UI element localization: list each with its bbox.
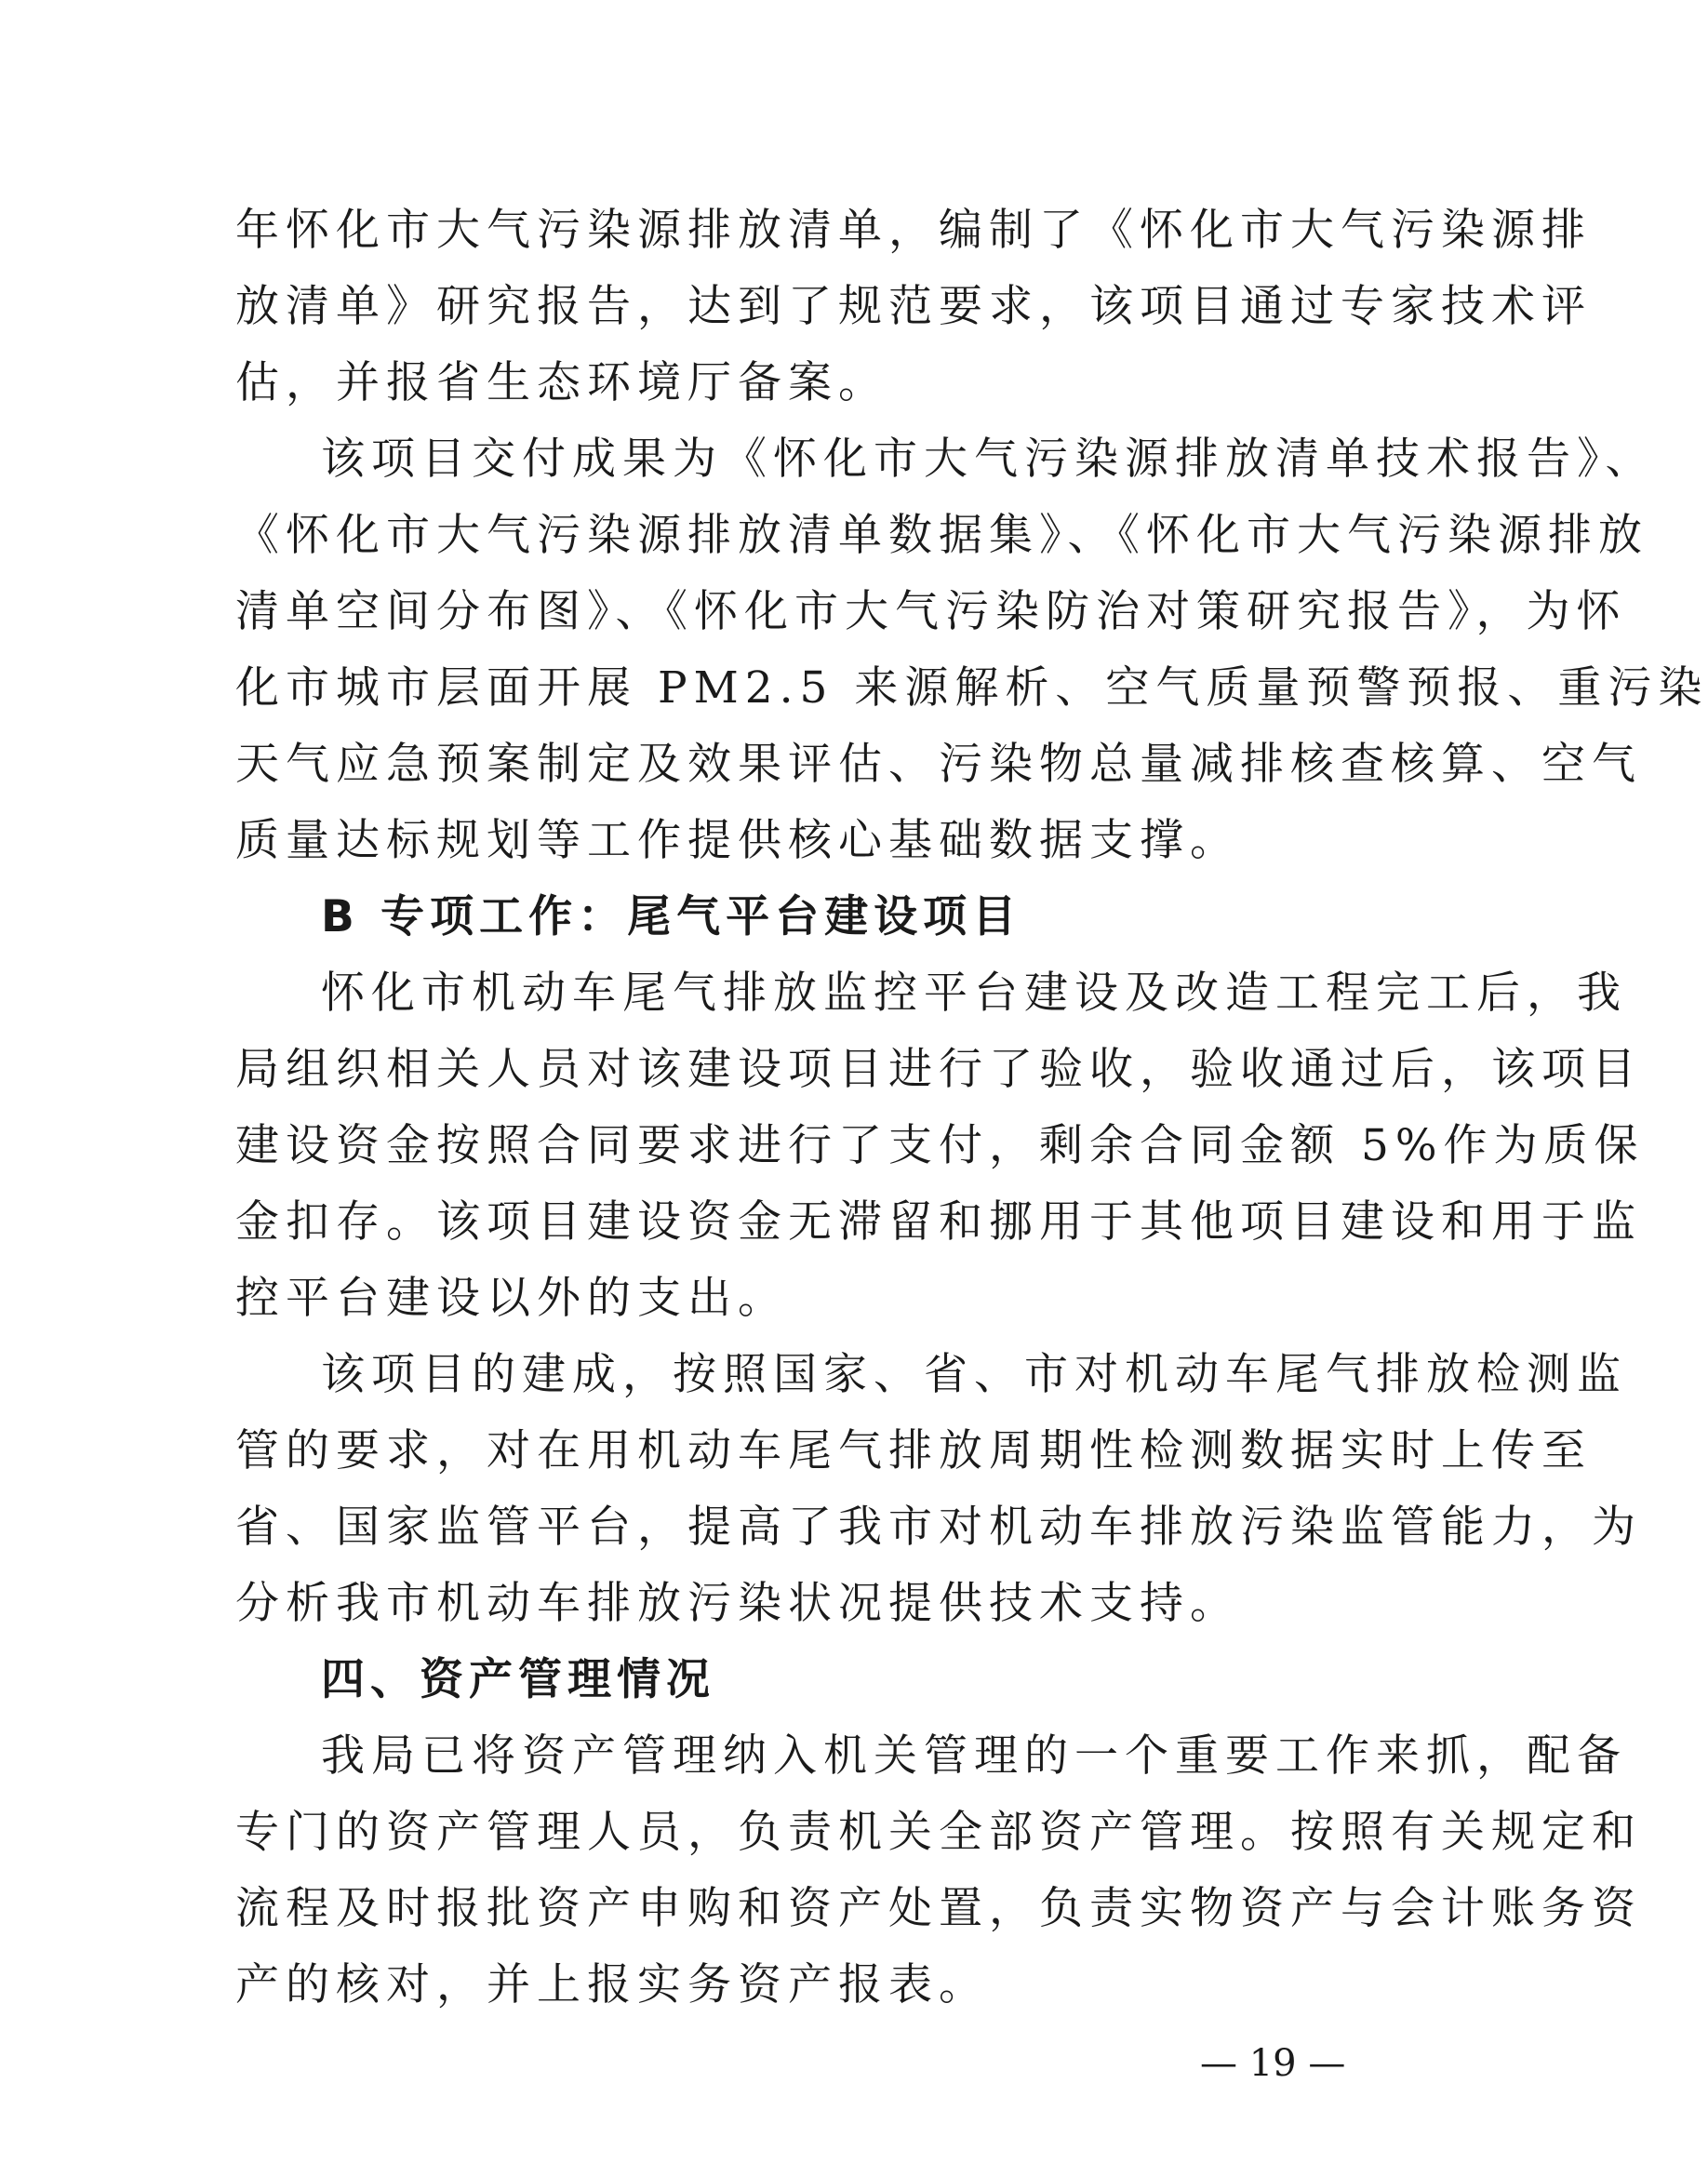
text-line-16: 该项目的建成，按照国家、省、市对机动车尾气排放检测监 [321,1349,1627,1400]
text-line-5: 《怀化市大气污染源排放清单数据集》、《怀化市大气污染源排放 [235,510,1648,561]
text-line-9: 质量达标规划等工作提供核心基础数据支撑。 [235,815,1240,866]
text-line-15: 控平台建设以外的支出。 [235,1273,788,1324]
section-heading-b: B 专项工作：尾气平台建设项目 [321,891,1022,942]
text-line-11: 怀化市机动车尾气排放监控平台建设及改造工程完工后，我 [321,968,1627,1019]
text-line-13: 建设资金按照合同要求进行了支付，剩余合同金额 5%作为质保 [235,1120,1645,1171]
section-heading-4: 四、资产管理情况 [321,1654,715,1705]
text-line-18: 省、国家监管平台，提高了我市对机动车排放污染监管能力，为 [235,1502,1642,1553]
text-line-6: 清单空间分布图》、《怀化市大气污染防治对策研究报告》，为怀 [235,586,1627,637]
text-line-4: 该项目交付成果为《怀化市大气污染源排放清单技术报告》、 [321,434,1656,485]
text-line-19: 分析我市机动车排放污染状况提供技术支持。 [235,1578,1240,1629]
text-line-2: 放清单》研究报告，达到了规范要求，该项目通过专家技术评 [235,281,1592,332]
text-line-7: 化市城市层面开展 PM2.5 来源解析、空气质量预警预报、重污染 [235,662,1708,714]
text-line-24: 产的核对，并上报实务资产报表。 [235,1959,989,2010]
text-line-3: 估，并报省生态环境厅备案。 [235,357,888,408]
text-line-17: 管的要求，对在用机动车尾气排放周期性检测数据实时上传至 [235,1425,1592,1476]
text-line-22: 专门的资产管理人员，负责机关全部资产管理。按照有关规定和 [235,1807,1642,1858]
text-line-1: 年怀化市大气污染源排放清单，编制了《怀化市大气污染源排 [235,205,1592,256]
page-number: — 19 — [1200,2042,1346,2085]
text-line-8: 天气应急预案制定及效果评估、污染物总量减排核查核算、空气 [235,739,1642,790]
text-line-12: 局组织相关人员对该建设项目进行了验收，验收通过后，该项目 [235,1044,1642,1095]
text-line-23: 流程及时报批资产申购和资产处置，负责实物资产与会计账务资 [235,1883,1642,1934]
text-line-21: 我局已将资产管理纳入机关管理的一个重要工作来抓，配备 [321,1730,1627,1782]
text-line-14: 金扣存。该项目建设资金无滞留和挪用于其他项目建设和用于监 [235,1196,1642,1248]
